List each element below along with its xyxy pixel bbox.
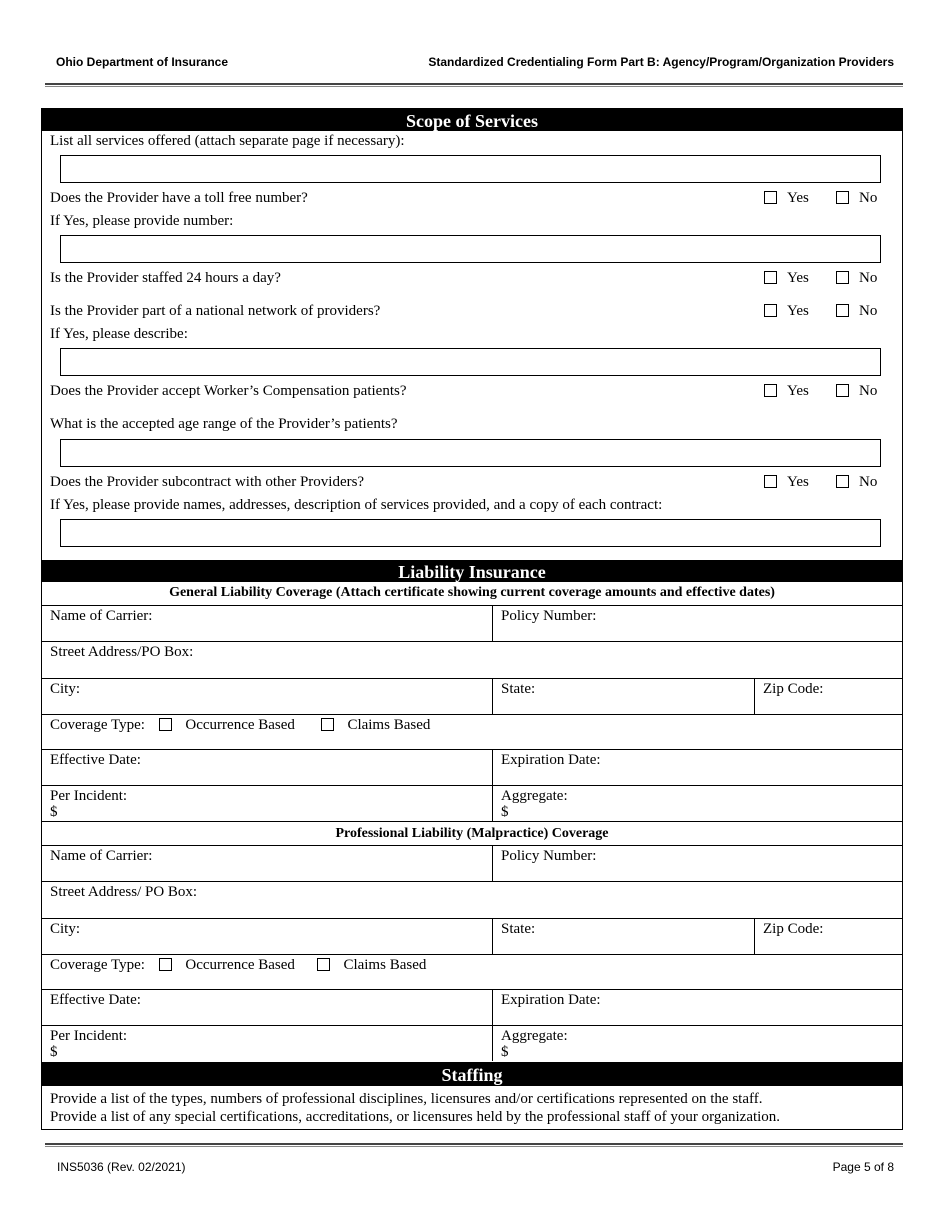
policy-label: Policy Number: (501, 848, 597, 864)
effective-date-label: Effective Date: (50, 992, 141, 1008)
effective-date-label: Effective Date: (50, 752, 141, 768)
city-label: City: (50, 921, 81, 937)
street-label: Street Address/PO Box: (50, 644, 194, 660)
staffing-instructions (50, 1090, 780, 1126)
currency-symbol: $ (50, 804, 58, 820)
header-form-title: Standardized Credentialing Form Part B: Agency/Program/Organization Providers (428, 55, 894, 69)
staffing-line-1: Provide a list of the types, numbers of professional disciplines, licensures and/or certifications represented on the staff. (50, 1091, 763, 1107)
zip-label: Zip Code: (763, 681, 824, 697)
general-per-incident-field[interactable] (42, 785, 492, 821)
street-label: Street Address/ PO Box: (50, 884, 198, 900)
yes-label: Yes (787, 190, 809, 206)
general-claims-checkbox[interactable] (321, 718, 334, 731)
staffed-no-checkbox[interactable] (836, 271, 849, 284)
yes-label: Yes (787, 474, 809, 490)
city-label: City: (50, 681, 81, 697)
workers-comp-yes-checkbox[interactable] (764, 384, 777, 397)
services-input[interactable] (60, 155, 881, 183)
workers-comp-question: Does the Provider accept Worker’s Compensation patients? (50, 383, 407, 399)
header-divider (45, 83, 903, 87)
staffing-line-2: Provide a list of any special certifications, accreditations, or licensures held by the professional staff of your organization. (50, 1109, 781, 1125)
toll-free-number-input[interactable] (60, 235, 881, 263)
general-effective-date-field[interactable] (42, 749, 492, 785)
network-no-checkbox[interactable] (836, 304, 849, 317)
expiration-date-label: Expiration Date: (501, 752, 601, 768)
per-incident-label: Per Incident: (50, 788, 128, 804)
credentialing-form (41, 108, 903, 1130)
professional-aggregate-field[interactable] (492, 1025, 902, 1061)
claims-label: Claims Based (347, 717, 431, 733)
general-coverage-type-row (42, 714, 902, 749)
general-liability-title: General Liability Coverage (Attach certificate showing current coverage amounts and effective dates) (169, 585, 775, 600)
no-label: No (859, 383, 878, 399)
occurrence-label: Occurrence Based (185, 717, 295, 733)
professional-liability-title: Professional Liability (Malpractice) Coverage (42, 821, 902, 846)
no-label: No (859, 474, 878, 490)
zip-label: Zip Code: (763, 921, 824, 937)
section-scope-of-services: Scope of Services (42, 109, 902, 131)
professional-claims-checkbox[interactable] (317, 958, 330, 971)
per-incident-label: Per Incident: (50, 1028, 128, 1044)
professional-carrier-field[interactable] (42, 845, 492, 881)
currency-symbol: $ (50, 1044, 58, 1060)
general-zip-field[interactable] (754, 678, 902, 714)
staffed-24h-question: Is the Provider staffed 24 hours a day? (50, 270, 281, 286)
footer-form-id: INS5036 (Rev. 02/2021) (57, 1160, 186, 1174)
section-liability-insurance: Liability Insurance (42, 560, 902, 582)
staffed-yes-checkbox[interactable] (764, 271, 777, 284)
age-range-question: What is the accepted age range of the Provider’s patients? (50, 416, 398, 432)
professional-policy-field[interactable] (492, 845, 902, 881)
subcontract-yes-checkbox[interactable] (764, 475, 777, 488)
yes-label: Yes (787, 383, 809, 399)
general-expiration-date-field[interactable] (492, 749, 902, 785)
network-description-input[interactable] (60, 348, 881, 376)
network-followup-label: If Yes, please describe: (50, 326, 188, 342)
subcontract-no-checkbox[interactable] (836, 475, 849, 488)
toll-free-followup-label: If Yes, please provide number: (50, 213, 234, 229)
professional-per-incident-field[interactable] (42, 1025, 492, 1061)
subcontract-question: Does the Provider subcontract with other Providers? (50, 474, 365, 490)
professional-street-field[interactable] (42, 881, 902, 918)
no-label: No (859, 270, 878, 286)
carrier-label: Name of Carrier: (50, 608, 153, 624)
age-range-input[interactable] (60, 439, 881, 467)
header-agency-name: Ohio Department of Insurance (56, 55, 229, 69)
no-label: No (859, 303, 878, 319)
general-city-field[interactable] (42, 678, 492, 714)
subcontract-followup-label: If Yes, please provide names, addresses, description of services provided, and a copy of each contract: (50, 497, 663, 513)
state-label: State: (501, 681, 536, 697)
footer-divider (45, 1143, 903, 1147)
section-staffing: Staffing (42, 1062, 902, 1086)
subcontract-details-input[interactable] (60, 519, 881, 547)
carrier-label: Name of Carrier: (50, 848, 153, 864)
professional-occurrence-checkbox[interactable] (159, 958, 172, 971)
general-street-field[interactable] (42, 641, 902, 678)
national-network-question: Is the Provider part of a national network of providers? (50, 303, 381, 319)
currency-symbol: $ (501, 804, 509, 820)
general-carrier-field[interactable] (42, 605, 492, 641)
general-occurrence-checkbox[interactable] (159, 718, 172, 731)
professional-city-field[interactable] (42, 918, 492, 954)
professional-expiration-date-field[interactable] (492, 989, 902, 1025)
general-policy-field[interactable] (492, 605, 902, 641)
yes-label: Yes (787, 303, 809, 319)
expiration-date-label: Expiration Date: (501, 992, 601, 1008)
toll-free-question: Does the Provider have a toll free number? (50, 190, 308, 206)
toll-free-yes-checkbox[interactable] (764, 191, 777, 204)
policy-label: Policy Number: (501, 608, 597, 624)
professional-zip-field[interactable] (754, 918, 902, 954)
professional-coverage-type-row (42, 954, 902, 989)
occurrence-label: Occurrence Based (185, 957, 295, 973)
services-label: List all services offered (attach separate page if necessary): (50, 133, 405, 149)
footer-page-number: Page 5 of 8 (832, 1160, 894, 1174)
yes-label: Yes (787, 270, 809, 286)
no-label: No (859, 190, 878, 206)
currency-symbol: $ (501, 1044, 509, 1060)
workers-comp-no-checkbox[interactable] (836, 384, 849, 397)
coverage-type-label: Coverage Type: (50, 957, 145, 973)
claims-label: Claims Based (343, 957, 427, 973)
professional-state-field[interactable] (492, 918, 754, 954)
general-aggregate-field[interactable] (492, 785, 902, 821)
professional-effective-date-field[interactable] (42, 989, 492, 1025)
network-yes-checkbox[interactable] (764, 304, 777, 317)
toll-free-no-checkbox[interactable] (836, 191, 849, 204)
aggregate-label: Aggregate: (501, 788, 568, 804)
coverage-type-label: Coverage Type: (50, 717, 145, 733)
aggregate-label: Aggregate: (501, 1028, 568, 1044)
general-state-field[interactable] (492, 678, 754, 714)
state-label: State: (501, 921, 536, 937)
